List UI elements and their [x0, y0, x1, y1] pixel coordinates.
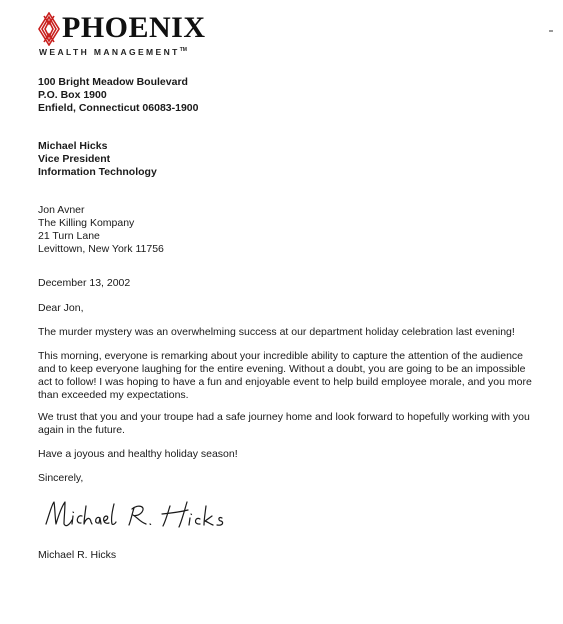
recipient-company: The Killing Kompany	[38, 217, 135, 229]
sender-name: Michael Hicks	[38, 140, 108, 152]
brand-tagline: WEALTH MANAGEMENT™	[39, 47, 187, 57]
trademark-mark: TM	[179, 47, 187, 54]
sender-department: Information Technology	[38, 166, 157, 178]
salutation: Dear Jon,	[38, 302, 84, 314]
recipient-street: 21 Turn Lane	[38, 230, 100, 242]
recipient-name: Jon Avner	[38, 204, 85, 216]
recipient-block	[38, 204, 164, 256]
body-paragraph-2: This morning, everyone is remarking about your incredible ability to capture the attention of the audience and to keep everyone laughing for the entire evening. Without a doubt, you are going to be an impossible act to follow! I was hoping to have a fun and enjoyable event to help build employee morale, and you more than exceeded my expectations.	[38, 350, 532, 401]
address-line-3: Enfield, Connecticut 06083-1900	[38, 102, 199, 114]
address-line-1: 100 Bright Meadow Boulevard	[38, 76, 188, 88]
phoenix-logo	[38, 10, 238, 60]
body-paragraph-3: We trust that you and your troupe had a safe journey home and look forward to hopefully working with you again in the future.	[38, 411, 530, 436]
handwritten-signature	[42, 494, 242, 538]
address-line-2: P.O. Box 1900	[38, 89, 107, 101]
body-paragraph-4: Have a joyous and healthy holiday season!	[38, 448, 238, 460]
body-paragraph-1: The murder mystery was an overwhelming success at our department holiday celebration last evening!	[38, 326, 515, 338]
sender-address	[38, 76, 198, 115]
closing: Sincerely,	[38, 472, 84, 484]
recipient-city: Levittown, New York 11756	[38, 243, 164, 255]
signed-name: Michael R. Hicks	[38, 549, 117, 561]
letter-date: December 13, 2002	[38, 277, 131, 289]
brand-name: PHOENIX	[62, 11, 206, 44]
sender-title: Vice President	[38, 153, 111, 165]
phoenix-diamond-logo-icon	[38, 12, 60, 46]
scan-mark	[549, 30, 553, 32]
sender-block	[38, 140, 157, 179]
